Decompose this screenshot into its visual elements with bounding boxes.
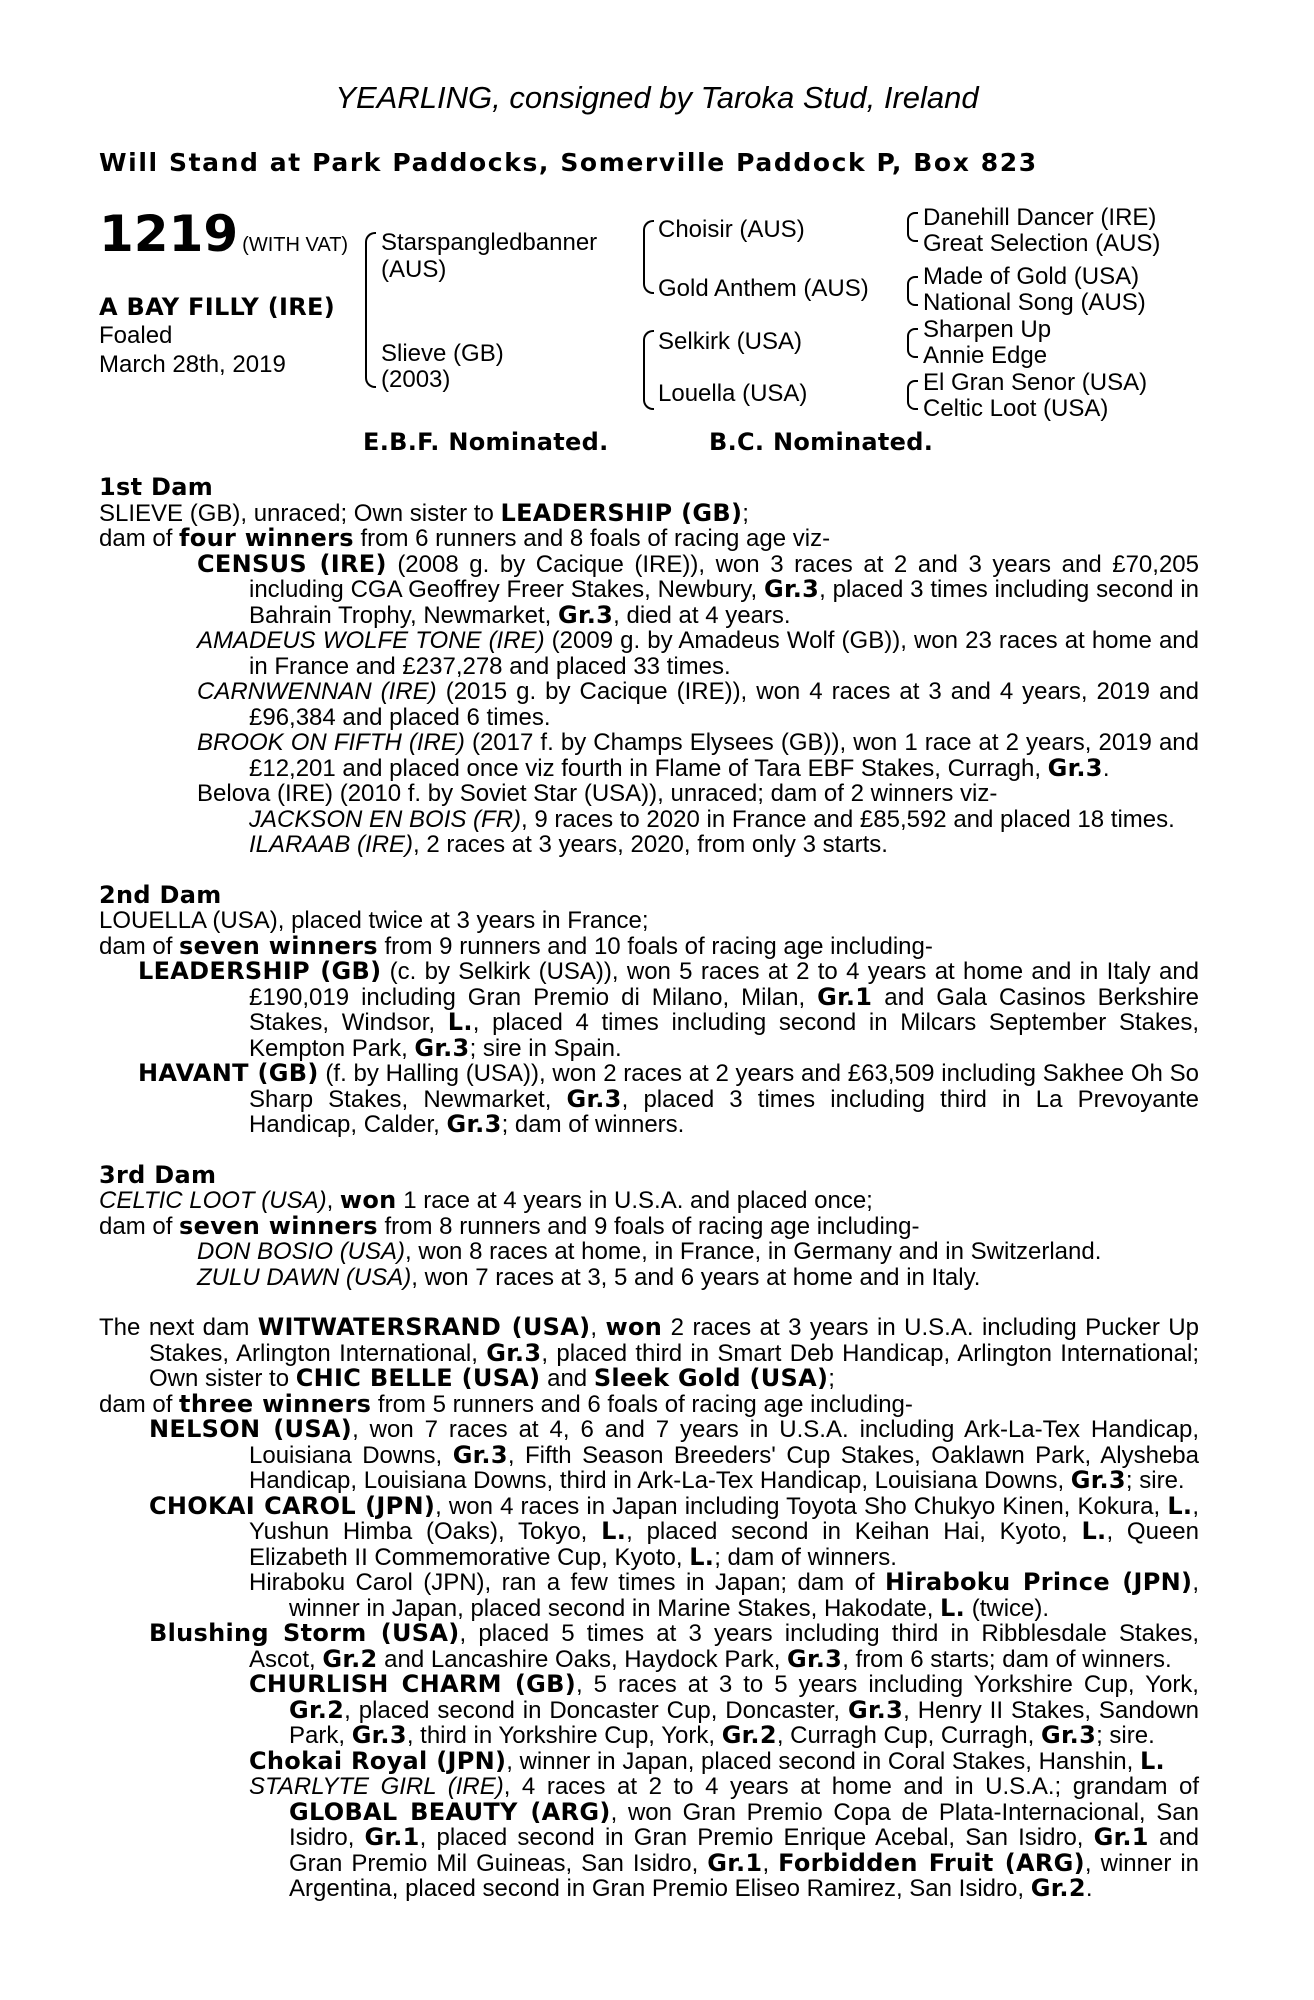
stable-location: Will Stand at Park Paddocks, Somerville Paddock P, Box 823 [99, 148, 1038, 177]
lot-description: A BAY FILLY (IRE) [99, 293, 335, 321]
produce-amadeus-wolfe-tone: AMADEUS WOLFE TONE (IRE) (2009 g. by Amadeus Wolf (GB)), won 23 races at home and in France and £237,278 and placed 33 times. [197, 627, 1199, 680]
pedigree-dam-sire: Selkirk (USA) [658, 328, 803, 355]
bc-nomination: B.C. Nominated. [709, 428, 934, 456]
grandproduce-chokai-royal: Chokai Royal (JPN), winner in Japan, placed second in Coral Stakes, Hanshin, L. [249, 1746, 1165, 1775]
pedigree-dam: Slieve (GB) [381, 340, 504, 367]
lot-block [99, 206, 389, 379]
produce-blushing-storm: Blushing Storm (USA), placed 5 times at 3 years including third in Ribblesdale Stakes, Ascot, Gr.2 and Lancashire Oaks, Haydock Park, Gr.3, from 6 starts; dam of winners. [149, 1619, 1199, 1673]
third-dam-line: CELTIC LOOT (USA), won 1 race at 4 years in U.S.A. and placed once; [99, 1186, 873, 1214]
grandproduce-hiraboku-carol: Hiraboku Carol (JPN), ran a few times in Japan; dam of Hiraboku Prince (JPN), winner in Japan, placed second in Marine Stakes, Hakodate, L. (twice). [249, 1568, 1199, 1622]
produce-carnwennan: CARNWENNAN (IRE) (2015 g. by Cacique (IRE)), won 4 races at 3 and 4 years, 2019 and £96,384 and placed 6 times. [197, 678, 1200, 731]
lot-number: 1219 [99, 205, 239, 263]
catalogue-body [99, 475, 1199, 1902]
sire-dam-brace [365, 232, 376, 388]
third-dam-produce-summary: dam of seven winners from 8 runners and 9 foals of racing age including- [99, 1211, 920, 1240]
grandproduce-ilaraab: ILARAAB (IRE), 2 races at 3 years, 2020, from only 3 starts. [249, 831, 888, 858]
pedigree-gg-2: Great Selection (AUS) [923, 230, 1161, 257]
pedigree-gg-5: Sharpen Up [923, 316, 1052, 343]
grandproduce-starlyte-girl: STARLYTE GIRL (IRE), 4 races at 2 to 4 years at home and in U.S.A.; grandam of GLOBAL BEAUTY (ARG), won Gran Premio Copa de Plata-Internacional, San Isidro, Gr.1, placed second in Gran Premio Enrique Acebal, San Isidro, Gr.1 and Gran Premio Mil Guineas, San Isidro, Gr.1, Forbidden Fruit (ARG), winner in Argentina, placed second in Gran Premio Eliseo Ramirez, San Isidro, Gr.2. [249, 1773, 1200, 1902]
ebf-nomination: E.B.F. Nominated. [363, 428, 609, 456]
first-dam-line: SLIEVE (GB), unraced; Own sister to LEADERSHIP (GB); [99, 498, 749, 527]
gg-brace-3 [907, 328, 918, 358]
produce-belova: Belova (IRE) (2010 f. by Soviet Star (USA)), unraced; dam of 2 winners viz- [197, 780, 998, 807]
next-dam-line: The next dam WITWATERSRAND (USA), won 2 races at 3 years in U.S.A. including Pucker Up Stakes, Arlington International, Gr.3, placed third in Smart Deb Handicap, Arlington International; Own sister to CHIC BELLE (USA) and Sleek Gold (USA); [99, 1313, 1200, 1392]
first-dam-heading: 1st Dam [99, 473, 214, 501]
third-dam-heading: 3rd Dam [99, 1160, 217, 1189]
next-dam-produce-summary: dam of three winners from 5 runners and 6 foals of racing age including- [99, 1389, 913, 1418]
foaled-date: March 28th, 2019 [99, 351, 286, 378]
second-dam-line: LOUELLA (USA), placed twice at 3 years in France; [99, 907, 649, 934]
produce-leadership: LEADERSHIP (GB) (c. by Selkirk (USA)), won 5 races at 2 to 4 years at home and in Italy and £190,019 including Gran Premio di Milano, Milan, Gr.1 and Gala Casinos Berkshire Stakes, Windsor, L., placed 4 times including second in Milcars September Stakes, Kempton Park, Gr.3; sire in Spain. [138, 957, 1200, 1062]
pedigree-gg-6: Annie Edge [923, 342, 1048, 369]
produce-havant: HAVANT (GB) (f. by Halling (USA)), won 2 races at 2 years and £63,509 including Sakhee Oh So Sharp Stakes, Newmarket, Gr.3, placed 3 times including third in La Prevoyante Handicap, Calder, Gr.3; dam of winners. [138, 1059, 1200, 1138]
pedigree-sire: Starspangledbanner [381, 229, 598, 256]
pedigree-gg-4: National Song (AUS) [923, 289, 1146, 316]
produce-chokai-carol: CHOKAI CAROL (JPN), won 4 races in Japan including Toyota Sho Chukyo Kinen, Kokura, L., Yushun Himba (Oaks), Tokyo, L., placed second in Keihan Hai, Kyoto, L., Queen Elizabeth II Commemorative Cup, Kyoto, L.; dam of winners. [149, 1491, 1199, 1571]
dam-parents-brace [643, 330, 654, 410]
foaled-label: Foaled [99, 322, 173, 349]
pedigree-gg-8: Celtic Loot (USA) [923, 395, 1109, 422]
produce-don-bosio: DON BOSIO (USA), won 8 races at home, in France, in Germany and in Switzerland. [197, 1238, 1102, 1265]
second-dam-heading: 2nd Dam [99, 880, 222, 909]
grandproduce-jackson-en-bois: JACKSON EN BOIS (FR), 9 races to 2020 in France and £85,592 and placed 18 times. [249, 805, 1175, 833]
grandproduce-churlish-charm: CHURLISH CHARM (GB), 5 races at 3 to 5 years including Yorkshire Cup, York, Gr.2, placed second in Doncaster Cup, Doncaster, Gr.3, Henry II Stakes, Sandown Park, Gr.3, third in Yorkshire Cup, York, Gr.2, Curragh Cup, Curragh, Gr.3; sire. [249, 1670, 1199, 1749]
pedigree-gg-3: Made of Gold (USA) [923, 263, 1140, 290]
gg-brace-1 [907, 212, 918, 242]
consignment-title: YEARLING, consigned by Taroka Stud, Ireland [335, 80, 979, 115]
pedigree-sire-country: (AUS) [381, 256, 447, 283]
produce-brook-on-fifth: BROOK ON FIFTH (IRE) (2017 f. by Champs Elysees (GB)), won 1 race at 2 years, 2019 and £12,201 and placed once viz fourth in Flame of Tara EBF Stakes, Curragh, Gr.3. [197, 729, 1199, 782]
first-dam-produce-summary: dam of four winners from 6 runners and 8 foals of racing age viz- [99, 524, 831, 552]
pedigree-gg-1: Danehill Dancer (IRE) [923, 204, 1157, 231]
produce-zulu-dawn: ZULU DAWN (USA), won 7 races at 3, 5 and 6 years at home and in Italy. [197, 1263, 981, 1291]
produce-nelson: NELSON (USA), won 7 races at 4, 6 and 7 years in U.S.A. including Ark-La-Tex Handicap, Louisiana Downs, Gr.3, Fifth Season Breeders' Cup Stakes, Oaklawn Park, Alysheba Handicap, Louisiana Downs, third in Ark-La-Tex Handicap, Louisiana Downs, Gr.3; sire. [149, 1415, 1199, 1494]
pedigree-dam-dam: Louella (USA) [658, 380, 808, 407]
sire-parents-brace [643, 220, 654, 294]
second-dam-produce-summary: dam of seven winners from 9 runners and 10 foals of racing age including- [99, 931, 933, 960]
pedigree-gg-7: El Gran Senor (USA) [923, 369, 1148, 396]
lot-number-line [99, 206, 389, 273]
vat-note: (WITH VAT) [242, 234, 349, 256]
produce-census: CENSUS (IRE) (2008 g. by Cacique (IRE)), won 3 races at 2 and 3 years and £70,205 including CGA Geoffrey Freer Stakes, Newbury, Gr.3, placed 3 times including second in Bahrain Trophy, Newmarket, Gr.3, died at 4 years. [197, 549, 1199, 629]
pedigree-dam-year: (2003) [381, 366, 451, 393]
pedigree-sire-sire: Choisir (AUS) [658, 216, 805, 243]
gg-brace-2 [907, 276, 918, 306]
pedigree-sire-dam: Gold Anthem (AUS) [658, 275, 869, 302]
gg-brace-4 [907, 380, 918, 410]
